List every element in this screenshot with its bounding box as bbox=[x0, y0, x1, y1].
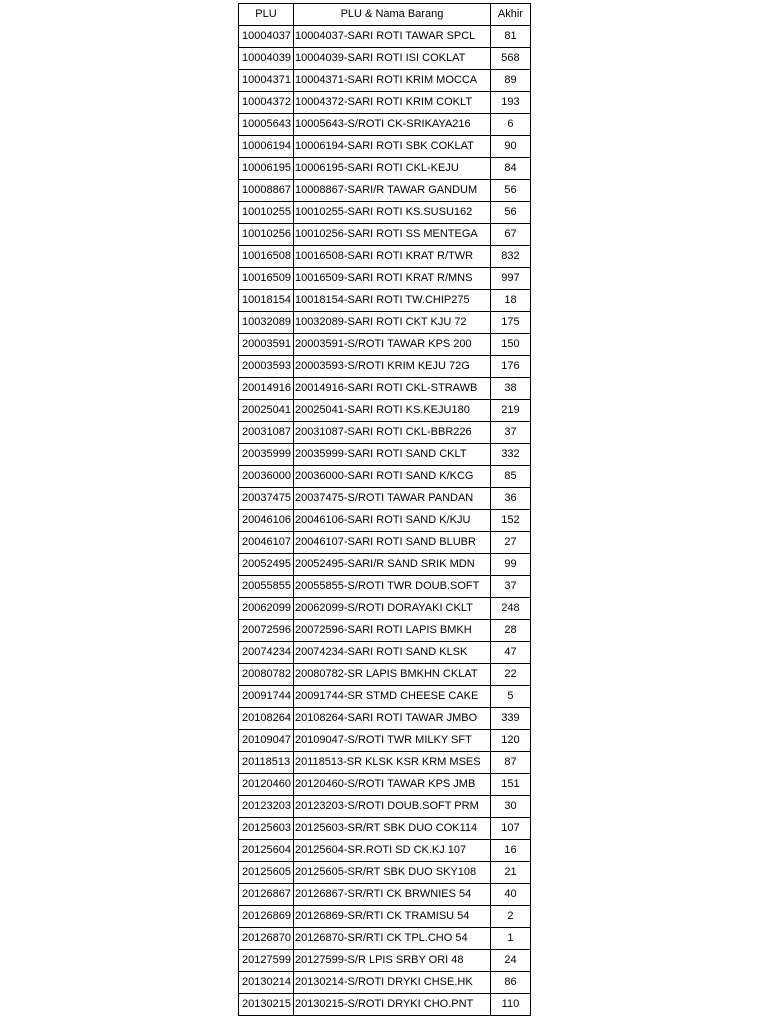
header-akhir: Akhir bbox=[490, 4, 530, 26]
cell-plu-nama-barang: 20080782-SR LAPIS BMKHN CKLAT bbox=[293, 664, 490, 686]
stock-table bbox=[238, 3, 531, 1016]
cell-plu-nama-barang: 20109047-S/ROTI TWR MILKY SFT bbox=[293, 730, 490, 752]
cell-akhir: 16 bbox=[490, 840, 530, 862]
cell-plu: 10016508 bbox=[239, 246, 294, 268]
cell-plu-nama-barang: 20130214-S/ROTI DRYKI CHSE.HK bbox=[293, 972, 490, 994]
table-row bbox=[239, 972, 531, 994]
cell-plu-nama-barang: 10018154-SARI ROTI TW.CHIP275 bbox=[293, 290, 490, 312]
cell-akhir: 248 bbox=[490, 598, 530, 620]
cell-plu-nama-barang: 20126870-SR/RTI CK TPL.CHO 54 bbox=[293, 928, 490, 950]
cell-akhir: 176 bbox=[490, 356, 530, 378]
cell-plu: 10006194 bbox=[239, 136, 294, 158]
cell-plu: 10004371 bbox=[239, 70, 294, 92]
cell-akhir: 30 bbox=[490, 796, 530, 818]
cell-plu-nama-barang: 20031087-SARI ROTI CKL-BBR226 bbox=[293, 422, 490, 444]
cell-plu: 20003593 bbox=[239, 356, 294, 378]
table-row bbox=[239, 224, 531, 246]
cell-plu: 20091744 bbox=[239, 686, 294, 708]
cell-plu-nama-barang: 20108264-SARI ROTI TAWAR JMBO bbox=[293, 708, 490, 730]
cell-akhir: 2 bbox=[490, 906, 530, 928]
cell-plu-nama-barang: 20120460-S/ROTI TAWAR KPS JMB bbox=[293, 774, 490, 796]
table-row bbox=[239, 422, 531, 444]
cell-plu: 20074234 bbox=[239, 642, 294, 664]
table-row bbox=[239, 202, 531, 224]
cell-plu: 20126870 bbox=[239, 928, 294, 950]
cell-plu: 20036000 bbox=[239, 466, 294, 488]
cell-plu: 20046107 bbox=[239, 532, 294, 554]
cell-plu-nama-barang: 20046107-SARI ROTI SAND BLUBR bbox=[293, 532, 490, 554]
cell-akhir: 832 bbox=[490, 246, 530, 268]
table-row bbox=[239, 444, 531, 466]
cell-plu: 20052495 bbox=[239, 554, 294, 576]
cell-akhir: 99 bbox=[490, 554, 530, 576]
cell-plu-nama-barang: 20025041-SARI ROTI KS.KEJU180 bbox=[293, 400, 490, 422]
table-row bbox=[239, 334, 531, 356]
cell-akhir: 120 bbox=[490, 730, 530, 752]
table-row bbox=[239, 884, 531, 906]
header-plu-nama-barang: PLU & Nama Barang bbox=[293, 4, 490, 26]
table-row bbox=[239, 576, 531, 598]
table-row bbox=[239, 752, 531, 774]
cell-plu-nama-barang: 20014916-SARI ROTI CKL-STRAWB bbox=[293, 378, 490, 400]
cell-plu: 20108264 bbox=[239, 708, 294, 730]
cell-akhir: 85 bbox=[490, 466, 530, 488]
cell-akhir: 28 bbox=[490, 620, 530, 642]
cell-akhir: 193 bbox=[490, 92, 530, 114]
cell-plu: 20037475 bbox=[239, 488, 294, 510]
cell-plu-nama-barang: 20074234-SARI ROTI SAND KLSK bbox=[293, 642, 490, 664]
table-body bbox=[239, 26, 531, 1016]
cell-plu: 10006195 bbox=[239, 158, 294, 180]
cell-plu-nama-barang: 10004037-SARI ROTI TAWAR SPCL bbox=[293, 26, 490, 48]
cell-plu: 20126869 bbox=[239, 906, 294, 928]
table-row bbox=[239, 246, 531, 268]
cell-akhir: 332 bbox=[490, 444, 530, 466]
cell-akhir: 219 bbox=[490, 400, 530, 422]
cell-plu-nama-barang: 20036000-SARI ROTI SAND K/KCG bbox=[293, 466, 490, 488]
cell-akhir: 47 bbox=[490, 642, 530, 664]
cell-plu-nama-barang: 20130215-S/ROTI DRYKI CHO.PNT bbox=[293, 994, 490, 1016]
table-row bbox=[239, 818, 531, 840]
cell-plu-nama-barang: 20072596-SARI ROTI LAPIS BMKH bbox=[293, 620, 490, 642]
table-row bbox=[239, 356, 531, 378]
header-plu: PLU bbox=[239, 4, 294, 26]
cell-akhir: 1 bbox=[490, 928, 530, 950]
table-row bbox=[239, 730, 531, 752]
cell-akhir: 110 bbox=[490, 994, 530, 1016]
cell-plu-nama-barang: 20055855-S/ROTI TWR DOUB.SOFT bbox=[293, 576, 490, 598]
cell-plu-nama-barang: 10006194-SARI ROTI SBK COKLAT bbox=[293, 136, 490, 158]
table-header-row bbox=[239, 4, 531, 26]
table-row bbox=[239, 686, 531, 708]
cell-plu: 10018154 bbox=[239, 290, 294, 312]
cell-plu-nama-barang: 20126869-SR/RTI CK TRAMISU 54 bbox=[293, 906, 490, 928]
cell-akhir: 18 bbox=[490, 290, 530, 312]
cell-plu-nama-barang: 20127599-S/R LPIS SRBY ORI 48 bbox=[293, 950, 490, 972]
cell-akhir: 151 bbox=[490, 774, 530, 796]
cell-plu-nama-barang: 20125603-SR/RT SBK DUO COK114 bbox=[293, 818, 490, 840]
cell-plu: 10008867 bbox=[239, 180, 294, 202]
cell-plu: 20055855 bbox=[239, 576, 294, 598]
table-row bbox=[239, 532, 531, 554]
table-row bbox=[239, 928, 531, 950]
cell-plu: 20130215 bbox=[239, 994, 294, 1016]
cell-plu-nama-barang: 10010255-SARI ROTI KS.SUSU162 bbox=[293, 202, 490, 224]
table-row bbox=[239, 268, 531, 290]
table-row bbox=[239, 92, 531, 114]
table-row bbox=[239, 136, 531, 158]
cell-plu: 20109047 bbox=[239, 730, 294, 752]
cell-plu: 20118513 bbox=[239, 752, 294, 774]
table-row bbox=[239, 840, 531, 862]
cell-akhir: 86 bbox=[490, 972, 530, 994]
table-row bbox=[239, 70, 531, 92]
table-row bbox=[239, 554, 531, 576]
cell-plu: 20125603 bbox=[239, 818, 294, 840]
cell-plu: 20126867 bbox=[239, 884, 294, 906]
cell-plu-nama-barang: 20052495-SARI/R SAND SRIK MDN bbox=[293, 554, 490, 576]
cell-plu: 20120460 bbox=[239, 774, 294, 796]
table-row bbox=[239, 862, 531, 884]
cell-akhir: 37 bbox=[490, 576, 530, 598]
cell-akhir: 152 bbox=[490, 510, 530, 532]
cell-akhir: 5 bbox=[490, 686, 530, 708]
table-row bbox=[239, 664, 531, 686]
cell-plu-nama-barang: 10016509-SARI ROTI KRAT R/MNS bbox=[293, 268, 490, 290]
cell-plu-nama-barang: 10032089-SARI ROTI CKT KJU 72 bbox=[293, 312, 490, 334]
cell-plu: 10016509 bbox=[239, 268, 294, 290]
cell-plu: 20031087 bbox=[239, 422, 294, 444]
cell-akhir: 38 bbox=[490, 378, 530, 400]
table-row bbox=[239, 312, 531, 334]
cell-akhir: 36 bbox=[490, 488, 530, 510]
table-row bbox=[239, 642, 531, 664]
table-row bbox=[239, 510, 531, 532]
cell-plu: 20062099 bbox=[239, 598, 294, 620]
cell-akhir: 21 bbox=[490, 862, 530, 884]
cell-akhir: 339 bbox=[490, 708, 530, 730]
cell-akhir: 89 bbox=[490, 70, 530, 92]
cell-plu-nama-barang: 20123203-S/ROTI DOUB.SOFT PRM bbox=[293, 796, 490, 818]
stock-table-container bbox=[238, 3, 531, 1016]
cell-plu: 20025041 bbox=[239, 400, 294, 422]
cell-akhir: 24 bbox=[490, 950, 530, 972]
cell-plu: 20127599 bbox=[239, 950, 294, 972]
cell-akhir: 27 bbox=[490, 532, 530, 554]
cell-plu-nama-barang: 10006195-SARI ROTI CKL-KEJU bbox=[293, 158, 490, 180]
cell-plu-nama-barang: 10004371-SARI ROTI KRIM MOCCA bbox=[293, 70, 490, 92]
table-row bbox=[239, 796, 531, 818]
cell-akhir: 568 bbox=[490, 48, 530, 70]
cell-akhir: 40 bbox=[490, 884, 530, 906]
table-row bbox=[239, 114, 531, 136]
cell-plu: 10004372 bbox=[239, 92, 294, 114]
cell-plu-nama-barang: 20062099-S/ROTI DORAYAKI CKLT bbox=[293, 598, 490, 620]
table-row bbox=[239, 906, 531, 928]
cell-plu: 20125604 bbox=[239, 840, 294, 862]
cell-plu: 20125605 bbox=[239, 862, 294, 884]
cell-akhir: 37 bbox=[490, 422, 530, 444]
table-row bbox=[239, 950, 531, 972]
table-row bbox=[239, 488, 531, 510]
cell-akhir: 997 bbox=[490, 268, 530, 290]
cell-akhir: 84 bbox=[490, 158, 530, 180]
cell-plu-nama-barang: 20035999-SARI ROTI SAND CKLT bbox=[293, 444, 490, 466]
cell-plu-nama-barang: 10005643-S/ROTI CK-SRIKAYA216 bbox=[293, 114, 490, 136]
table-row bbox=[239, 620, 531, 642]
cell-plu: 10032089 bbox=[239, 312, 294, 334]
table-row bbox=[239, 598, 531, 620]
cell-plu: 20003591 bbox=[239, 334, 294, 356]
table-row bbox=[239, 180, 531, 202]
cell-plu: 20123203 bbox=[239, 796, 294, 818]
cell-akhir: 175 bbox=[490, 312, 530, 334]
cell-plu-nama-barang: 20046106-SARI ROTI SAND K/KJU bbox=[293, 510, 490, 532]
cell-plu-nama-barang: 20118513-SR KLSK KSR KRM MSES bbox=[293, 752, 490, 774]
cell-plu-nama-barang: 20091744-SR STMD CHEESE CAKE bbox=[293, 686, 490, 708]
table-row bbox=[239, 994, 531, 1016]
cell-plu-nama-barang: 20125604-SR.ROTI SD CK.KJ 107 bbox=[293, 840, 490, 862]
table-row bbox=[239, 48, 531, 70]
cell-plu-nama-barang: 20003593-S/ROTI KRIM KEJU 72G bbox=[293, 356, 490, 378]
cell-plu-nama-barang: 10004372-SARI ROTI KRIM COKLT bbox=[293, 92, 490, 114]
cell-plu: 20014916 bbox=[239, 378, 294, 400]
table-row bbox=[239, 26, 531, 48]
table-row bbox=[239, 290, 531, 312]
cell-akhir: 87 bbox=[490, 752, 530, 774]
cell-plu: 10004037 bbox=[239, 26, 294, 48]
table-row bbox=[239, 378, 531, 400]
cell-plu: 20080782 bbox=[239, 664, 294, 686]
cell-plu-nama-barang: 20037475-S/ROTI TAWAR PANDAN bbox=[293, 488, 490, 510]
cell-plu: 20046106 bbox=[239, 510, 294, 532]
cell-akhir: 90 bbox=[490, 136, 530, 158]
cell-plu-nama-barang: 20126867-SR/RTI CK BRWNIES 54 bbox=[293, 884, 490, 906]
cell-akhir: 81 bbox=[490, 26, 530, 48]
cell-plu: 10004039 bbox=[239, 48, 294, 70]
table-row bbox=[239, 466, 531, 488]
cell-akhir: 56 bbox=[490, 202, 530, 224]
cell-akhir: 107 bbox=[490, 818, 530, 840]
cell-plu-nama-barang: 20125605-SR/RT SBK DUO SKY108 bbox=[293, 862, 490, 884]
table-row bbox=[239, 774, 531, 796]
table-row bbox=[239, 400, 531, 422]
cell-plu-nama-barang: 10010256-SARI ROTI SS MENTEGA bbox=[293, 224, 490, 246]
cell-plu: 20072596 bbox=[239, 620, 294, 642]
cell-akhir: 6 bbox=[490, 114, 530, 136]
cell-akhir: 22 bbox=[490, 664, 530, 686]
table-row bbox=[239, 708, 531, 730]
cell-plu: 10005643 bbox=[239, 114, 294, 136]
cell-plu: 20035999 bbox=[239, 444, 294, 466]
cell-plu-nama-barang: 20003591-S/ROTI TAWAR KPS 200 bbox=[293, 334, 490, 356]
cell-plu: 20130214 bbox=[239, 972, 294, 994]
cell-akhir: 67 bbox=[490, 224, 530, 246]
table-row bbox=[239, 158, 531, 180]
cell-plu: 10010255 bbox=[239, 202, 294, 224]
cell-plu-nama-barang: 10004039-SARI ROTI ISI COKLAT bbox=[293, 48, 490, 70]
cell-akhir: 56 bbox=[490, 180, 530, 202]
cell-plu: 10010256 bbox=[239, 224, 294, 246]
cell-akhir: 150 bbox=[490, 334, 530, 356]
cell-plu-nama-barang: 10016508-SARI ROTI KRAT R/TWR bbox=[293, 246, 490, 268]
cell-plu-nama-barang: 10008867-SARI/R TAWAR GANDUM bbox=[293, 180, 490, 202]
